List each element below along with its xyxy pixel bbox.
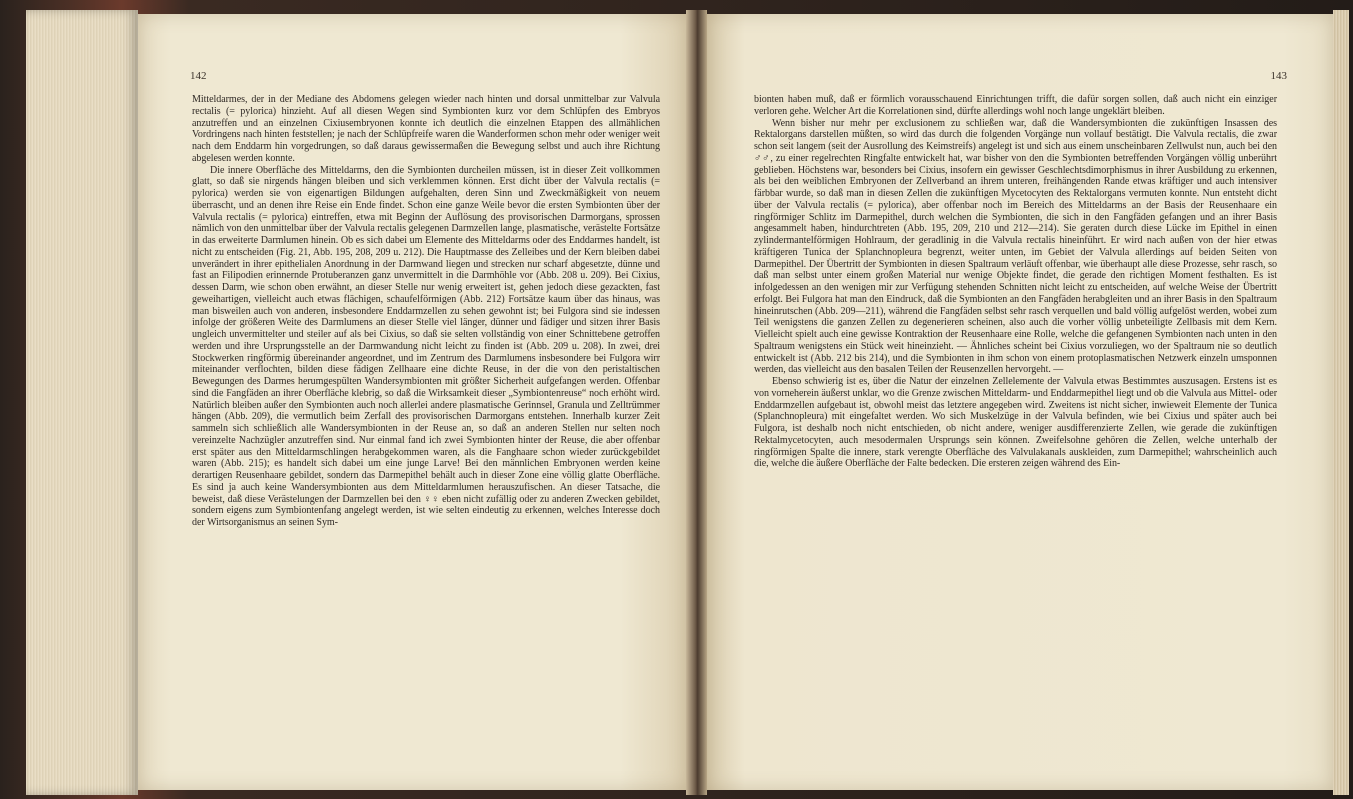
page-stack-left: [26, 10, 138, 795]
right-page: [707, 14, 1333, 790]
paragraph: Wenn bisher nur mehr per exclusionem zu schließen war, daß die Wandersymbionten die zukünftigen Insassen des Rektalorgans darstellen müßten, so wird das durch die folgenden Vorgänge nun vollauf bestätigt. Die Valvula rectalis, die zwar schon seit langem (seit der Ausrollung des Keimstreifs) angelegt ist und sich aus einem unscheinbaren Zellwulst nun, auch bei den ♂♂, zu einer regelrechten Ringfalte entwickelt hat, war bisher von den die Symbionten betreffenden Vorgängen völlig unberührt geblieben. Höchstens war, besonders bei Cixius, insofern ein gewisser Geschlechtsdimorphismus in ihrer Ausbildung zu erkennen, als bei den weiblichen Embryonen der Zellverband an ihrem unteren, freihängenden Rande etwas kräftiger und auch intensiver färbbar wurde, so daß man in diesen Zellen die zukünftigen Mycetocyten des Rektalorgans vermuten konnte. Nun entsteht dicht über der Valvula rectalis (= pylorica), aber offenbar noch im Bereich des Mitteldarms an der Basis der Reusenhaare ein ringförmiger Schlitz im Darmepithel, durch welchen die Symbionten, die sich in den Fangfäden gefangen und an ihrer Basis angesammelt haben, hindurchtreten (Abb. 195, 209, 210 und 212—214). Sie geraten durch diese Lücke im Epithel in einen zylindermantelförmigen Hohlraum, der geradlinig in die Valvula rectalis hineinführt. Er wird nach außen von der hier etwas kräftigeren Tunica der Splanchnopleura begrenzt, weiter unten, im Gebiet der Valvula allerdings auf beiden Seiten von Darmepithel. Der Übertritt der Symbionten in diesen Spaltraum verläuft offenbar, wie überhaupt alle diese Prozesse, sehr rasch, so daß man selbst unter einem großen Material nur wenige Objekte findet, die gerade den richtigen Moment festhalten. Es ist infolgedessen an den wenigen mir zur Verfügung stehenden Schnitten nicht leicht zu entscheiden, auf welche Weise der Übertritt erfolgt. Bei Fulgora hat man den Eindruck, daß die Symbionten an den Fangfäden herabgleiten und an ihrer Basis in den Spaltraum hineinrutschen (Abb. 209—211), während die Fangfäden selbst sehr rasch verquellen und bald völlig aufgelöst werden, wobei zum Teil wenigstens die ganzen Zellen zu degenerieren scheinen, also auch die vorher völlig unbeteiligte Zellbasis mit dem Kern. Vielleicht spielt auch eine gewisse Kontraktion der Reusenhaare eine Rolle, welche die gefangenen Symbionten nach unten in den Spaltraum wenigstens ein Stück weit hineinzieht. — Ähnliches scheint bei Cixius vorzuliegen, wo der Spaltraum nie so deutlich entwickelt ist (Abb. 212 bis 214), und die Symbionten in ihm schon von einem protoplasmatischen Netzwerk einzeln umsponnen werden, das vielleicht aus den basalen Teilen der Reusenzellen hervorgeht. —: [754, 117, 1277, 376]
page-number: 142: [190, 70, 207, 82]
page-body: [754, 94, 1277, 470]
book-gutter: [686, 10, 707, 795]
page-number: 143: [1270, 70, 1287, 82]
paragraph: Die innere Oberfläche des Mitteldarms, den die Symbionten durcheilen müssen, ist in dieser Zeit vollkommen glatt, so daß sie nirgends hängen bleiben und sich verklemmen können. Erst dicht über der Valvula rectalis (= pylorica) werden sie von eigenartigen Bildungen aufgehalten, deren Sinn und Zweckmäßigkeit von neuem überrascht, und an denen ihre Reise ein Ende findet. Schon eine ganze Weile bevor die ersten Symbionten über der Valvula rectalis (= pylorica) eintreffen, etwa mit Beginn der Auflösung des provisorischen Darmorgans, sprossen nämlich von den unmittelbar über der Valvula rectalis gelegenen Darmzellen lange, plasmatische, verästelte Fortsätze in das erweiterte Darmlumen hinein. Ob es sich dabei um Elemente des Mitteldarms oder des Enddarmes handelt, ist nicht zu entscheiden (Fig. 21, Abb. 195, 208, 209 u. 212). Die Hauptmasse des Zelleibes und der Kern bleiben dabei unverändert in ihrer epithelialen Anordnung in der Darmwand liegen und strecken nur scharf abgesetzte, dünne und fast an Filipodien erinnernde Protuberanzen ganz unvermittelt in die Darmhöhle vor (Abb. 208 u. 209). Bei Cixius, dessen Darm, wie schon oben erwähnt, an dieser Stelle nur wenig erweitert ist, gehen jedoch diese gezackten, fast geweihartigen, vielleicht auch etwas flächigen, schaufelförmigen (Abb. 212) Fortsätze kaum über das hinaus, was man bisweilen auch von anderen, insbesondere Enddarmzellen zu sehen gewohnt ist; bei Fulgora sind sie indessen infolge der größeren Weite des Darmlumens an dieser Stelle viel länger, dünner und fädiger und sitzen ihrer Basis ungleich unvermittelter und steiler auf als bei Cixius, so daß sie selten vollständig von einer Schnittebene getroffen werden und ihre Ursprungsstelle an der Darmwandung nicht leicht zu finden ist (Abb. 209 u. 208). In zwei, drei Stockwerken ringförmig übereinander angeordnet, und im Zentrum des Darmlumens insbesondere bei Fulgora wirr miteinander verflochten, bilden diese fädigen Zellhaare eine dichte Reuse, in der die von den peristaltischen Bewegungen des Darmes herumgespülten Wandersymbionten mit größter Sicherheit aufgefangen werden. Offenbar sind die Fangfäden an ihrer Oberfläche klebrig, so daß die Wirksamkeit dieser „Symbiontenreuse“ noch erhöht wird. Natürlich bleiben außer den Symbionten auch noch allerlei andere plasmatische Gerinnsel, Granula und Zelltrümmer hängen (Abb. 209), die vermutlich beim Zerfall des provisorischen Darmorgans entstehen. Innerhalb kurzer Zeit sammeln sich schließlich alle Wandersymbionten in der Reuse an, so daß an anderen Stellen nur selten noch vereinzelte Nachzügler anzutreffen sind. Nur einmal fand ich zwei Symbionten hinter der Reuse, die aber offenbar erst später aus den Mitteldarmschlingen herabgekommen waren, als die Fanghaare schon wieder zurückgebildet waren (Abb. 215); es handelt sich dabei um eine junge Larve! Bei den männlichen Embryonen werden keine derartigen Reusenhaare gebildet, sondern das Darmepithel behält auch in dieser Zone eine völlig glatte Oberfläche. Es sind ja auch keine Wandersymbionten aus dem Mitteldarmlumen herauszufischen. An dieser Tatsache, die beweist, daß diese Verästelungen der Darmzellen bei den ♀♀ eben nicht zufällig oder zu anderen Zwecken gebildet, sondern eigens zum Symbiontenfang angelegt werden, ist wie selten eindeutig zu erkennen, welches Interesse doch der Wirtsorganismus an seinen Sym-: [192, 164, 660, 528]
page-body: [192, 94, 660, 529]
paragraph: Ebenso schwierig ist es, über die Natur der einzelnen Zellelemente der Valvula etwas Bestimmtes auszusagen. Erstens ist es von vorneherein äußerst unklar, wo die Grenze zwischen Mitteldarm- und Enddarmepithel liegt und ob die Valvula aus Mittel- oder Enddarmzellen aufgebaut ist, obwohl meist das letztere angegeben wird. Zweitens ist nicht sicher, inwieweit Elemente der Tunica (Splanchnopleura) mit eingefaltet werden. Wo sich Muskelzüge in der Valvula befinden, wie bei Cixius und später auch bei Fulgora, ist deshalb noch nicht entschieden, ob nicht andere, weniger ausdifferenzierte Zellen, wie gerade die zukünftigen Rektalmycetocyten, auch mesodermalen Ursprungs sein können. Zweifelsohne gehören die Zellen, welche unterhalb der ringförmigen Spalte die innere, stark verengte Oberfläche des Valvulakanals auskleiden, zum Darmepithel; wahrscheinlich auch die, welche die äußere Oberfläche der Falte bedecken. Die ersteren zeigen während des Ein-: [754, 376, 1277, 470]
paragraph: Mitteldarmes, der in der Mediane des Abdomens gelegen wieder nach hinten und dorsal unmittelbar zur Valvula rectalis (= pylorica) hinzieht. Auf all diesen Wegen sind Symbionten kurz vor dem Schlüpfen des Embryos anzutreffen und an einzelnen Cixiusembryonen konnte ich deutlich die einzelnen Etappen des allmählichen Vordringens nach hinten feststellen; je nach der Schlüpfreife waren die Wanderformen schon mehr oder weniger weit nach dem Enddarm hin vorgedrungen, so daß daraus gewissermaßen die Bewegung selbst und auch ihre Richtung abgelesen werden konnte.: [192, 94, 660, 164]
page-stack-right: [1333, 10, 1349, 795]
left-page: [138, 14, 686, 790]
paragraph: bionten haben muß, daß er förmlich vorausschauend Einrichtungen trifft, die dafür sorgen sollen, daß auch nicht ein einziger verloren gehe. Welcher Art die Korrelationen sind, dürfte allerdings wohl noch lange ungeklärt bleiben.: [754, 94, 1277, 117]
